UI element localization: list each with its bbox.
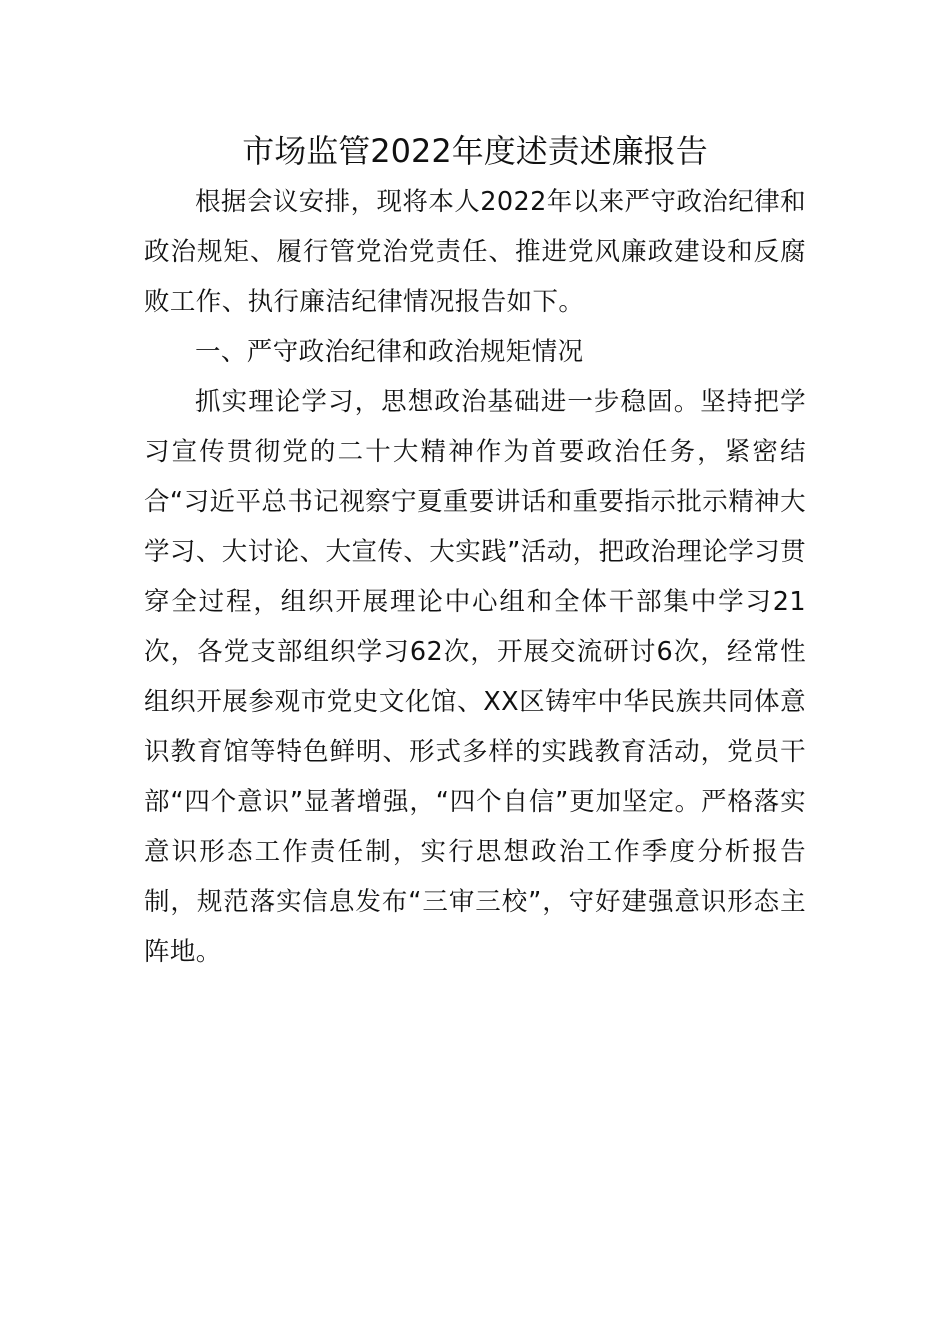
document-title: 市场监管2022年度述责述廉报告	[242, 132, 708, 170]
intro-paragraph: 根据会议安排，现将本人2022年以来严守政治纪律和政治规矩、履行管党治党责任、推进党风廉政建设和反腐败工作、执行廉洁纪律情况报告如下。	[144, 187, 806, 317]
section-1-body-paragraph: 抓实理论学习，思想政治基础进一步稳固。坚持把学习宣传贯彻党的二十大精神作为首要政治任务，紧密结合“习近平总书记视察宁夏重要讲话和重要指示批示精神大学习、大讨论、大宣传、大实践”活动，把政治理论学习贯穿全过程，组织开展理论中心组和全体干部集中学习21次，各党支部组织学习62次，开展交流研讨6次，经常性组织开展参观市党史文化馆、XX区铸牢中华民族共同体意识教育馆等特色鲜明、形式多样的实践教育活动，党员干部“四个意识”显著增强，“四个自信”更加坚定。严格落实意识形态工作责任制，实行思想政治工作季度分析报告制，规范落实信息发布“三审三校”，守好建强意识形态主阵地。	[144, 387, 806, 967]
section-heading-1: 一、严守政治纪律和政治规矩情况	[195, 337, 584, 367]
